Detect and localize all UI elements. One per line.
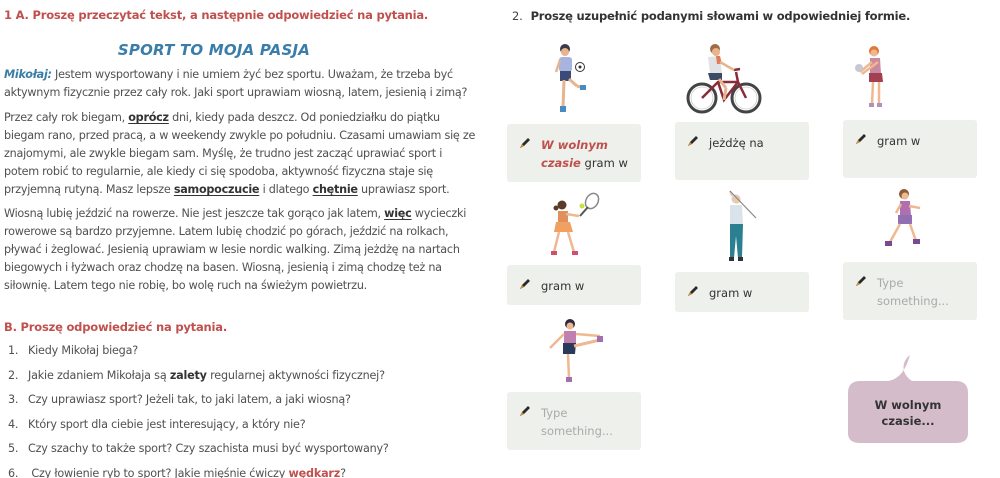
section-a-heading: 1 A. Proszę przeczytać tekst, a następnie odpowiedzieć na pytania. xyxy=(4,8,429,22)
section-2-heading-text: Proszę uzupełnić podanymi słowami w odpowiedniej formie. xyxy=(530,9,911,23)
vocab-word-oprocz[interactable]: oprócz xyxy=(128,111,169,124)
paragraph-1-text: Jestem wysportowany i nie umiem żyć bez sportu. Uważam, że trzeba być aktywnym fizycznie przez cały rok. Jaki sport uprawiam wiosną, latem, jesienią i zimą? xyxy=(4,68,468,99)
pen-icon xyxy=(519,278,531,290)
question-text: Jakie zdaniem Mikołaja są xyxy=(28,368,170,382)
runner-illustration xyxy=(880,186,930,254)
question-text: Czy szachy to także sport? Czy szachista musi być wysportowany? xyxy=(28,442,389,455)
question-text: Czy łowienie ryb to sport? Jakie mięśnie ćwiczy xyxy=(28,466,289,478)
pen-icon xyxy=(519,405,531,417)
paragraph-text: i dlatego xyxy=(259,183,313,196)
paragraph-text: wycieczki rowerowe są bardzo przyjemne. Latem lubię chodzić po górach, jeździć na rolkach, pływać i żeglować. Jesienią uprawiam w lesie nordic walking. Zimą jeżdżę na nartach biegowych i łyżwach oraz chodzę na basen. Wiosną, jesienią i zimą chodzę też na siłownię. Latem tego nie robię, bo wolę ruch na świeżym powietrzu. xyxy=(4,207,467,292)
answer-prefix-red: W wolnym czasie xyxy=(541,138,608,170)
vocab-word-wiec[interactable]: więc xyxy=(384,207,412,220)
paragraph-text: Wiosną lubię jeździć na rowerze. Nie jest jeszcze tak gorąco jak latem, xyxy=(4,207,385,220)
section-b-heading: B. Proszę odpowiedzieć na pytania. xyxy=(4,320,227,334)
answer-card-stretching[interactable] xyxy=(507,392,641,450)
cyclist-illustration xyxy=(686,42,762,116)
pen-icon xyxy=(855,133,867,145)
answer-card-cycling[interactable] xyxy=(675,122,809,180)
question-item xyxy=(8,442,389,467)
exercise-section xyxy=(500,0,1000,478)
answer-placeholder: Type something... xyxy=(541,406,613,438)
question-text: ? xyxy=(340,466,346,478)
pen-icon xyxy=(519,137,531,149)
paragraph-1 xyxy=(4,66,476,102)
stretching-woman-illustration xyxy=(542,316,606,384)
section-number: 2. xyxy=(512,9,523,23)
question-number: 4. xyxy=(8,417,19,431)
question-item xyxy=(8,393,389,418)
speech-bubble xyxy=(848,355,968,445)
answer-card-volleyball[interactable] xyxy=(843,120,977,178)
questions-list xyxy=(8,344,389,478)
paragraph-3 xyxy=(4,205,476,295)
answer-text: gram w xyxy=(877,134,921,148)
question-text: regularnej aktywności fizycznej? xyxy=(206,368,385,382)
question-item xyxy=(8,344,389,369)
question-text: Czy uprawiasz sport? Jeżeli tak, to jaki latem, a jaki wiosną? xyxy=(28,393,351,406)
speaker-name: Mikołaj: xyxy=(4,68,52,81)
question-number: 3. xyxy=(8,393,19,406)
answer-text: gram w xyxy=(580,156,628,170)
question-red-word: wędkarz xyxy=(288,466,341,478)
pen-icon xyxy=(687,285,699,297)
paragraph-text: Przez cały rok biegam, xyxy=(4,111,129,124)
paragraph-text: dni, kiedy pada deszcz. Od poniedziałku do piątku biegam rano, przed pracą, a w weekendy zwykle po południu. Czasami umawiam się ze znajomymi, ale zwykle biegam sam. Myślę, że trudno jest zacząć uprawiać sport i potem robić to regularnie, ale kiedy ci się spodoba, aktywność fizyczna staje się przyjemną rutyną. Masz lepsze xyxy=(4,111,476,196)
pen-icon xyxy=(687,135,699,147)
question-number: 1. xyxy=(8,344,19,357)
answer-text: jeżdżę na xyxy=(709,136,764,150)
paragraph-2 xyxy=(4,109,476,199)
volleyball-player-illustration xyxy=(854,44,890,110)
question-item xyxy=(8,369,389,394)
tennis-player-illustration xyxy=(546,192,602,258)
answer-text: gram w xyxy=(541,279,585,293)
football-player-illustration xyxy=(550,42,590,118)
section-2-heading xyxy=(512,9,910,23)
question-bold-word: zalety xyxy=(169,368,207,382)
question-text: Który sport dla ciebie jest interesujący, a który nie? xyxy=(28,417,306,431)
text-title: SPORT TO MOJA PASJA xyxy=(117,41,311,59)
answer-card-tennis[interactable] xyxy=(507,265,641,305)
pen-icon xyxy=(855,275,867,287)
golfer-illustration xyxy=(720,190,762,264)
answer-text: gram w xyxy=(709,286,753,300)
paragraph-text: uprawiasz sport. xyxy=(357,183,450,196)
question-item xyxy=(8,418,389,443)
question-number: 6. xyxy=(8,466,19,478)
vocab-word-chetnie[interactable]: chętnie xyxy=(312,183,358,196)
answer-card-running[interactable] xyxy=(843,262,977,320)
vocab-word-samopoczucie[interactable]: samopoczucie xyxy=(173,183,260,196)
answer-placeholder: Type something... xyxy=(877,276,949,308)
answer-card-football[interactable] xyxy=(507,124,641,182)
question-number: 2. xyxy=(8,368,19,382)
answer-card-golf[interactable] xyxy=(675,272,809,312)
question-item xyxy=(8,467,389,478)
question-text: Kiedy Mikołaj biega? xyxy=(28,344,138,357)
speech-bubble-text: W wolnym czasie... xyxy=(874,398,942,428)
question-number: 5. xyxy=(8,442,19,455)
